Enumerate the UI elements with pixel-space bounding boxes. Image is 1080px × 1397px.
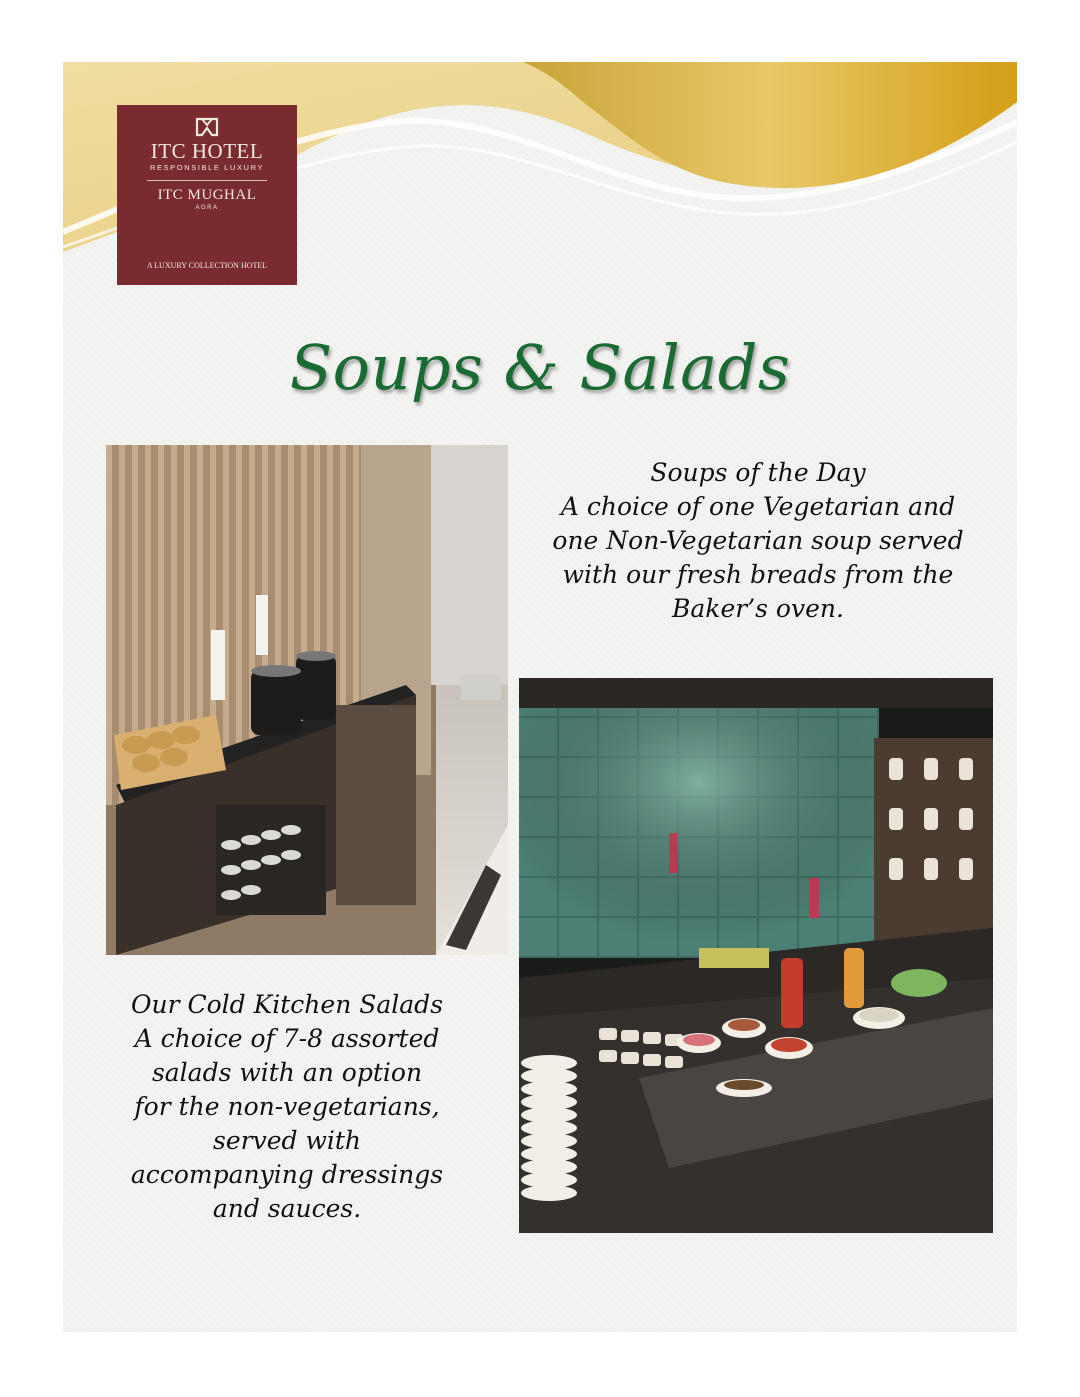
soup-buffet-photo [106, 445, 508, 955]
salads-line: salads with an option [151, 1058, 423, 1087]
logo-divider [147, 180, 267, 181]
logo-hotel-name: ITC HOTEL [150, 139, 264, 163]
itc-hotel-logo [117, 105, 297, 285]
soups-line: Baker’s oven. [672, 594, 844, 623]
logo-tagline: RESPONSIBLE LUXURY [149, 163, 265, 172]
soups-line: one Non-Vegetarian soup served [552, 526, 964, 555]
itc-emblem-icon [194, 117, 220, 137]
salads-line: and sauces. [212, 1194, 362, 1223]
logo-property-name: ITC MUGHAL [157, 187, 257, 203]
page-title: Soups & Salads [289, 331, 791, 404]
soups-description [538, 456, 978, 626]
logo-collection: A LUXURY COLLECTION HOTEL [146, 261, 268, 270]
salads-line: A choice of 7-8 assorted [134, 1024, 440, 1053]
soups-line: with our fresh breads from the [562, 560, 954, 589]
logo-city: AGRA [195, 205, 219, 211]
salads-line: for the non-vegetarians, [134, 1092, 440, 1121]
salads-line: served with [213, 1126, 361, 1155]
soups-line: A choice of one Vegetarian and [560, 492, 956, 521]
salads-heading: Our Cold Kitchen Salads [130, 990, 444, 1019]
salad-buffet-photo [519, 678, 993, 1233]
salads-line: accompanying dressings [130, 1160, 444, 1189]
soups-heading: Soups of the Day [650, 458, 866, 487]
salads-description [112, 988, 462, 1226]
